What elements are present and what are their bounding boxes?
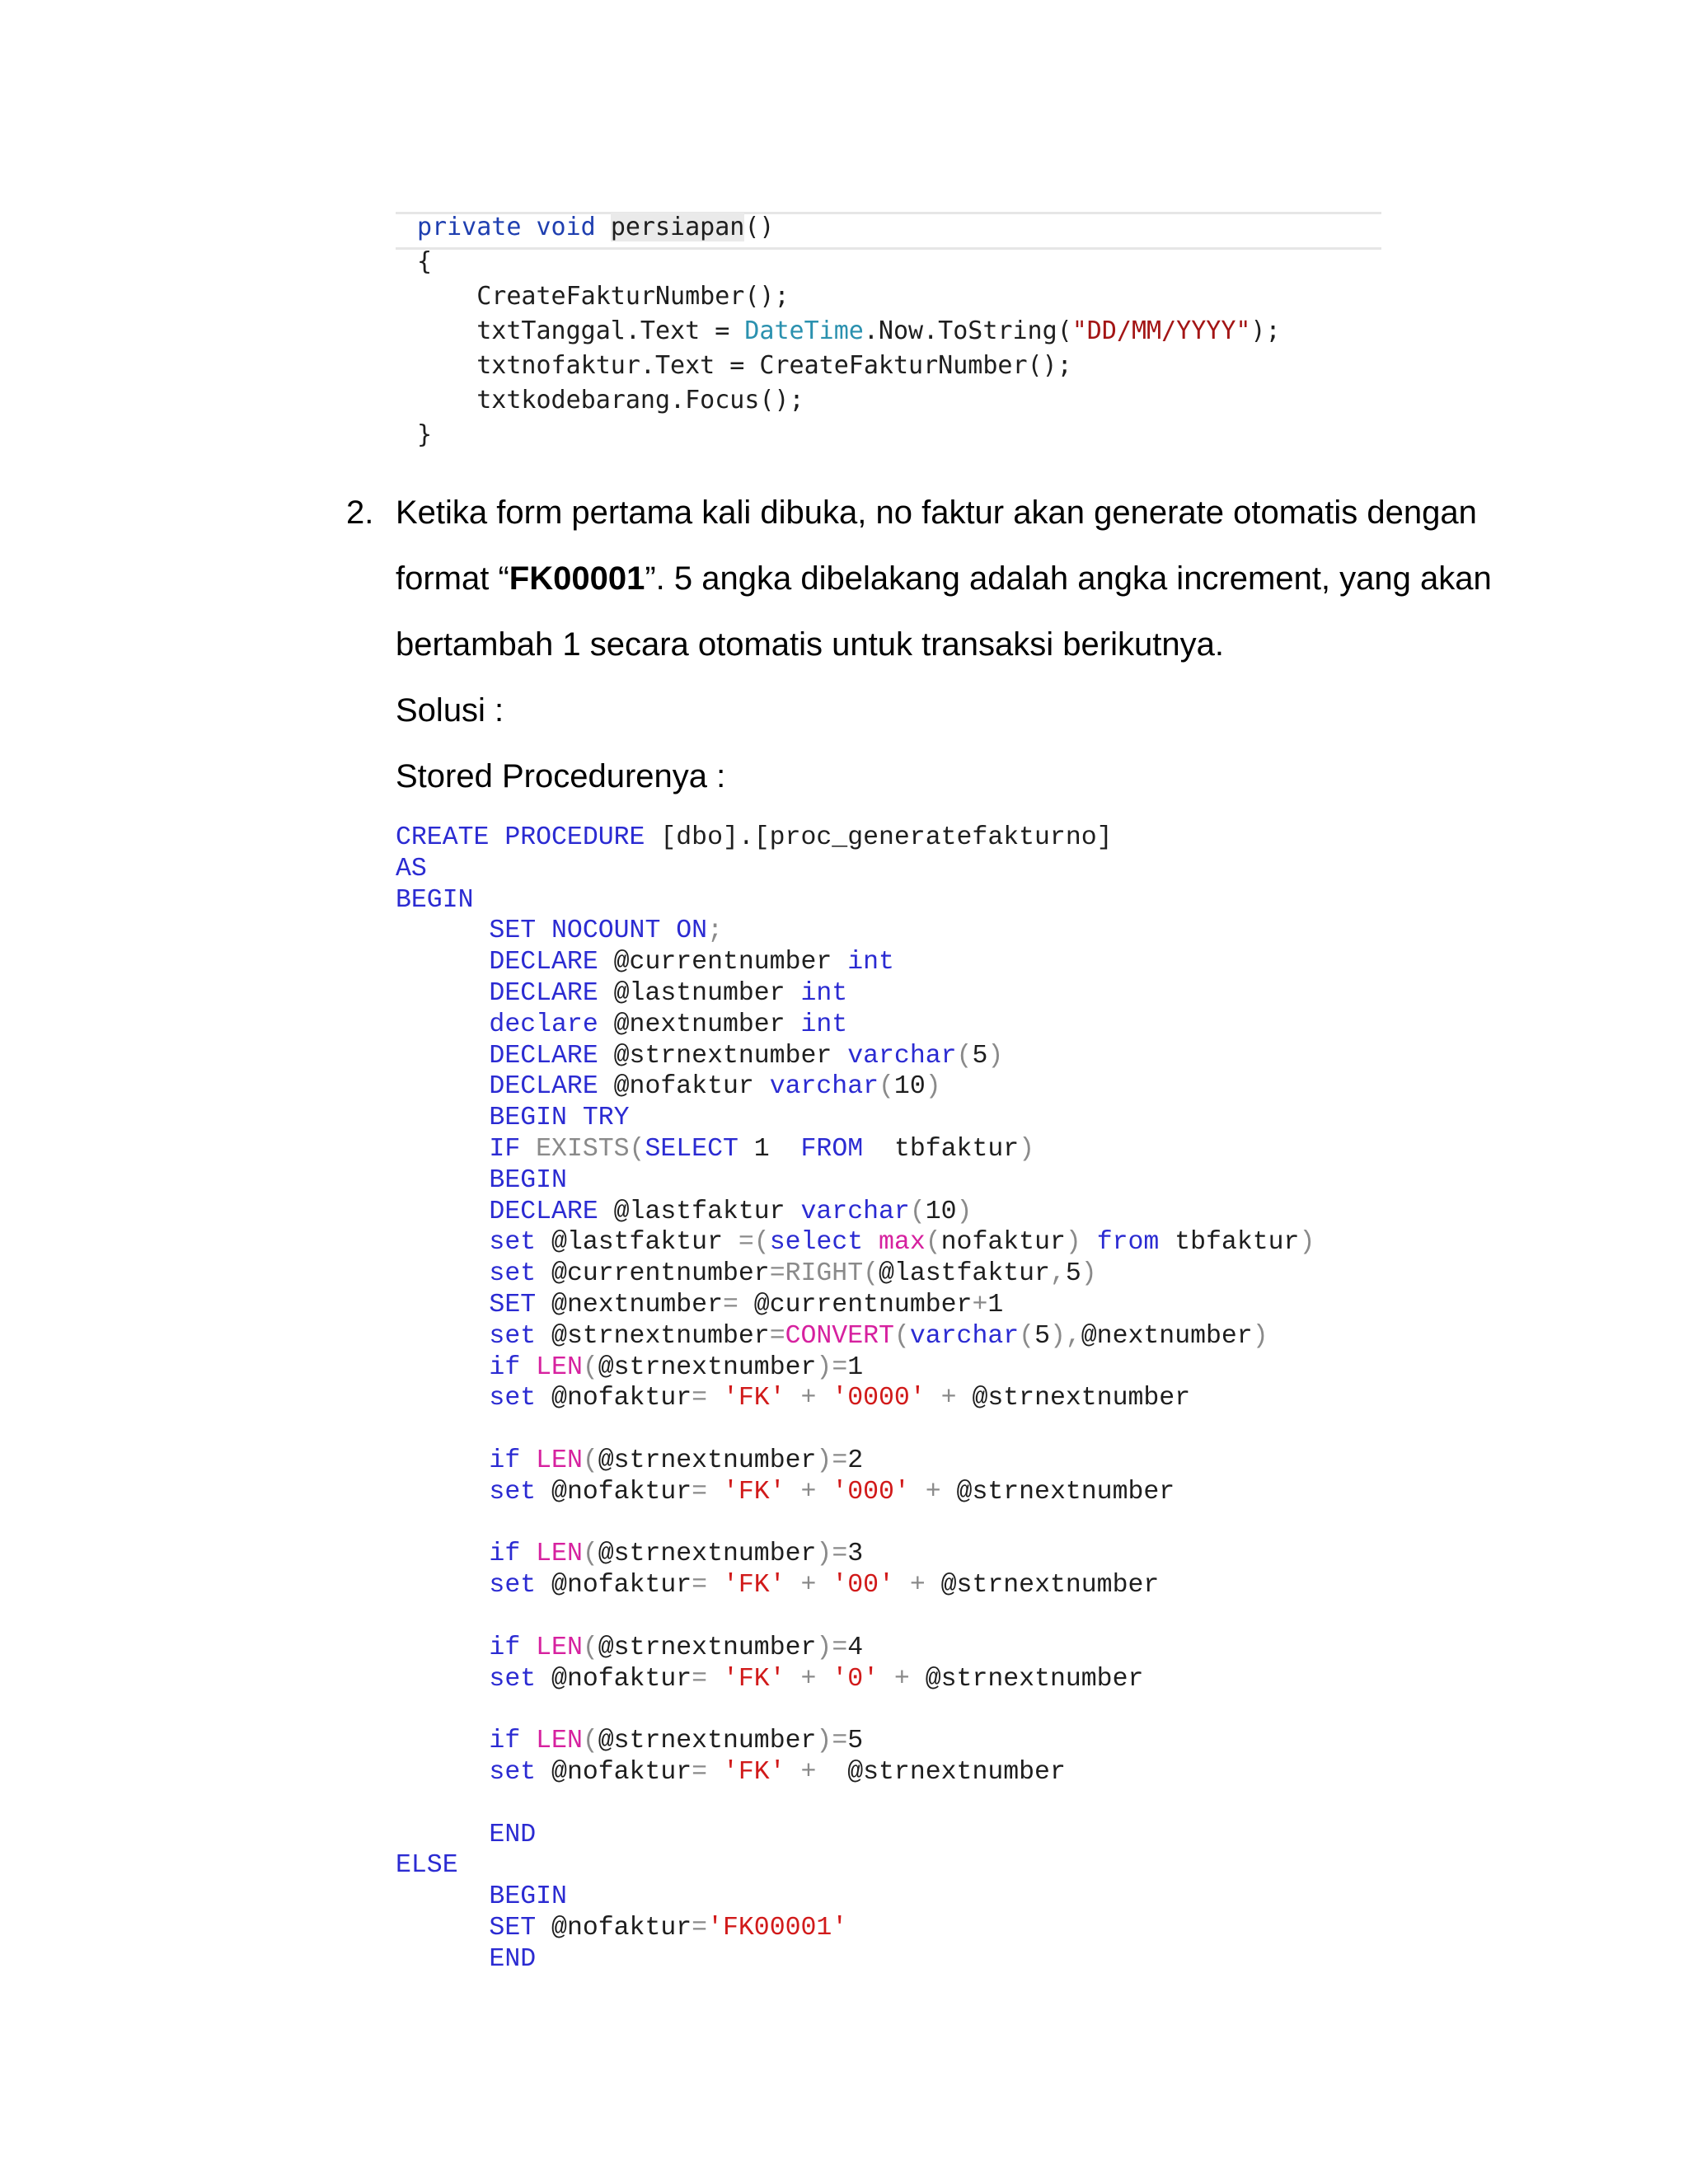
sql-line: if LEN(@strnextnumber)=4 bbox=[489, 1633, 864, 1662]
sql-code-block bbox=[396, 823, 1467, 1975]
code-line: private void persiapan() bbox=[417, 213, 775, 241]
code-line: { bbox=[417, 247, 433, 276]
sql-line: set @lastfaktur =(select max(nofaktur) from tbfaktur) bbox=[489, 1228, 1315, 1258]
code-line: } bbox=[417, 420, 433, 449]
stored-procedure-label: Stored Procedurenya : bbox=[396, 758, 726, 794]
code-line: txtnofaktur.Text = CreateFakturNumber(); bbox=[417, 351, 1072, 380]
sql-line: BEGIN bbox=[489, 1882, 567, 1912]
sql-line: DECLARE @nofaktur varchar(10) bbox=[489, 1072, 941, 1102]
sql-blank-line bbox=[396, 1601, 1467, 1633]
sql-line: DECLARE @strnextnumber varchar(5) bbox=[489, 1041, 1004, 1071]
sql-blank-line bbox=[396, 1788, 1467, 1820]
sql-line: SET @nofaktur='FK00001' bbox=[489, 1913, 848, 1943]
sql-line: if LEN(@strnextnumber)=1 bbox=[489, 1352, 864, 1382]
sql-line: BEGIN bbox=[489, 1165, 567, 1195]
sql-line: IF EXISTS(SELECT 1 FROM tbfaktur) bbox=[489, 1134, 1035, 1164]
paragraph-item-2 bbox=[396, 480, 1500, 809]
sql-line: if LEN(@strnextnumber)=3 bbox=[489, 1540, 864, 1569]
list-number: 2. bbox=[346, 494, 374, 531]
sql-line: CREATE PROCEDURE [dbo].[proc_generatefakturno] bbox=[396, 823, 1113, 852]
invoice-format-bold: FK00001 bbox=[509, 560, 645, 597]
sql-line: set @nofaktur= 'FK' + '000' + @strnextnumber bbox=[489, 1477, 1175, 1507]
paragraph-line: bertambah 1 secara otomatis untuk transaksi berikutnya. bbox=[396, 626, 1224, 663]
solution-label: Solusi : bbox=[396, 692, 504, 729]
sql-line: ELSE bbox=[396, 1851, 458, 1881]
code-line: CreateFakturNumber(); bbox=[417, 282, 790, 311]
sql-line: set @strnextnumber=CONVERT(varchar(5),@nextnumber) bbox=[489, 1321, 1268, 1351]
sql-line: DECLARE @lastnumber int bbox=[489, 978, 848, 1008]
sql-line: BEGIN TRY bbox=[489, 1104, 630, 1133]
paragraph-line: format “FK00001”. 5 angka dibelakang adalah angka increment, yang akan bbox=[396, 560, 1492, 597]
sql-line: END bbox=[489, 1820, 537, 1849]
sql-blank-line bbox=[396, 1508, 1467, 1540]
sql-line: if LEN(@strnextnumber)=2 bbox=[489, 1446, 864, 1475]
sql-blank-line bbox=[396, 1414, 1467, 1446]
csharp-code-snippet bbox=[396, 210, 1385, 457]
code-line: txtkodebarang.Focus(); bbox=[417, 386, 804, 415]
sql-line: if LEN(@strnextnumber)=5 bbox=[489, 1727, 864, 1756]
sql-line: DECLARE @currentnumber int bbox=[489, 948, 894, 977]
sql-line: END bbox=[489, 1944, 537, 1974]
sql-line: SET @nextnumber= @currentnumber+1 bbox=[489, 1290, 1004, 1319]
sql-line: set @nofaktur= 'FK' + '00' + @strnextnumber bbox=[489, 1571, 1160, 1601]
sql-line: set @nofaktur= 'FK' + '0' + @strnextnumber bbox=[489, 1664, 1144, 1694]
sql-blank-line bbox=[396, 1694, 1467, 1726]
sql-line: set @nofaktur= 'FK' + '0000' + @strnextnumber bbox=[489, 1384, 1191, 1413]
sql-line: AS bbox=[396, 854, 427, 883]
sql-line: declare @nextnumber int bbox=[489, 1010, 848, 1039]
sql-line: BEGIN bbox=[396, 885, 474, 915]
sql-line: set @currentnumber=RIGHT(@lastfaktur,5) bbox=[489, 1259, 1097, 1289]
sql-line: DECLARE @lastfaktur varchar(10) bbox=[489, 1197, 973, 1226]
code-line: txtTanggal.Text = DateTime.Now.ToString("DD/MM/YYYY"); bbox=[417, 316, 1281, 345]
sql-line: set @nofaktur= 'FK' + @strnextnumber bbox=[489, 1757, 1066, 1787]
paragraph-line: Ketika form pertama kali dibuka, no faktur akan generate otomatis dengan bbox=[396, 494, 1477, 531]
sql-line: SET NOCOUNT ON; bbox=[489, 916, 723, 946]
